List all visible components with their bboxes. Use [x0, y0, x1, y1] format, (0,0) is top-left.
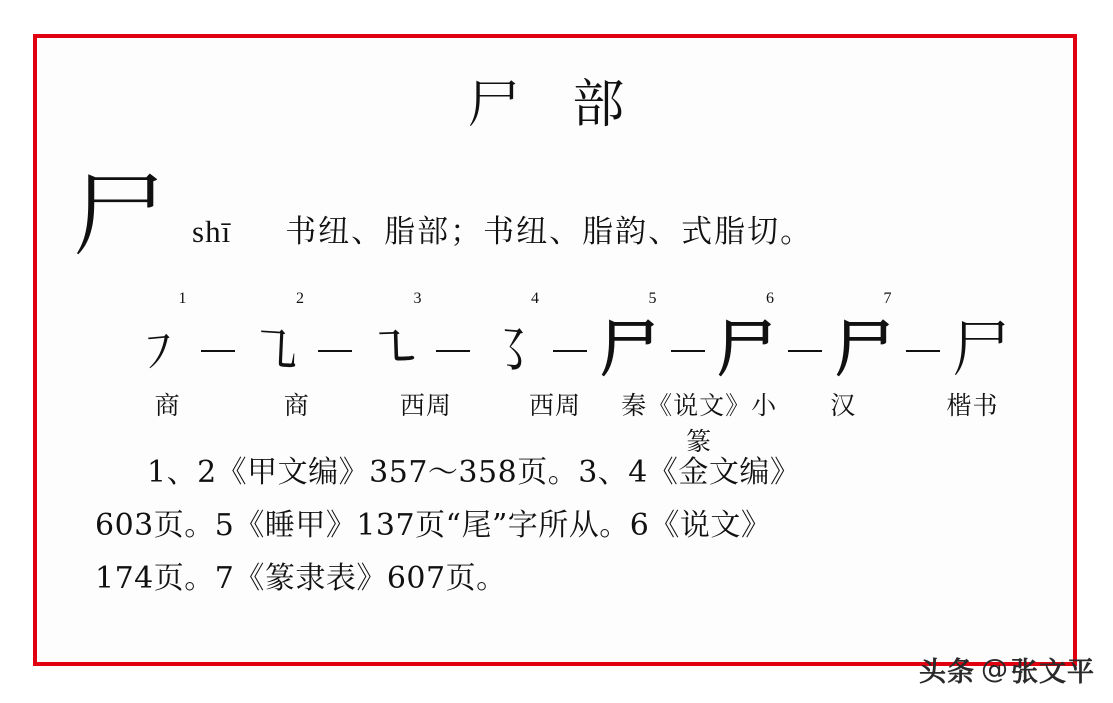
fanqie-phonology-text: 书纽、脂部；书纽、脂韵、式脂切。 [285, 214, 814, 250]
glyph-form: ㇈ [251, 317, 302, 386]
period-label: 秦《说文》小篆 [621, 391, 778, 456]
period-label: 西周 [529, 391, 582, 420]
glyph-index: 5 [648, 290, 657, 307]
scanned-page-frame [33, 34, 1077, 666]
source-notes [95, 446, 1025, 605]
glyph-index: 4 [531, 290, 539, 307]
character-evolution-strip [97, 288, 1043, 456]
glyph-form: ㇇ [135, 319, 183, 386]
watermark [919, 650, 1095, 689]
page-content [37, 38, 1073, 662]
note-line: 174页。7《篆隶表》607页。 [95, 561, 507, 596]
connector-dash [318, 350, 352, 352]
pinyin-text: shī [192, 214, 232, 249]
connector-dash [788, 350, 822, 352]
period-label: 商 [154, 391, 181, 420]
headword-character: 尸 [73, 162, 166, 269]
period-label: 汉 [830, 391, 857, 420]
watermark-source: 头条 [919, 657, 975, 688]
glyph-form: 尸 [600, 312, 658, 385]
glyph-form: ㇍ [365, 313, 422, 387]
glyph-sequence [97, 288, 1043, 387]
glyph-item [940, 288, 1024, 385]
glyph-index: 6 [766, 290, 774, 307]
glyph-index: 2 [296, 290, 304, 307]
connector-dash [436, 350, 470, 352]
pronunciation-row [192, 206, 1053, 251]
glyph-form: 尸 [835, 312, 893, 385]
glyph-item [235, 288, 319, 386]
connector-dash [671, 350, 705, 352]
period-label: 西周 [399, 391, 452, 420]
period-label: 商 [283, 391, 310, 420]
glyph-index: 3 [413, 290, 422, 307]
glyph-item [470, 288, 554, 386]
note-line: 603页。5《睡甲》137页“尾”字所从。6《说文》 [95, 508, 772, 543]
glyph-form: 尸 [717, 312, 775, 385]
glyph-item [352, 288, 436, 387]
glyph-form: ㇌ [485, 317, 537, 386]
glyph-item [822, 288, 906, 385]
watermark-at-symbol: @ [981, 654, 1009, 685]
glyph-index: 7 [883, 290, 892, 307]
glyph-form: 尸 [952, 312, 1010, 385]
watermark-handle: 张文平 [1011, 657, 1095, 688]
glyph-item [705, 288, 789, 385]
connector-dash [906, 350, 940, 352]
period-label: 楷书 [946, 391, 999, 420]
note-line: 1、2《甲文编》357～358页。3、4《金文编》 [147, 455, 801, 490]
connector-dash [201, 350, 235, 352]
connector-dash [553, 350, 587, 352]
glyph-index: 1 [178, 290, 187, 307]
radical-section-title: 尸 部 [467, 75, 643, 135]
glyph-item [587, 288, 671, 385]
glyph-item [117, 288, 201, 386]
